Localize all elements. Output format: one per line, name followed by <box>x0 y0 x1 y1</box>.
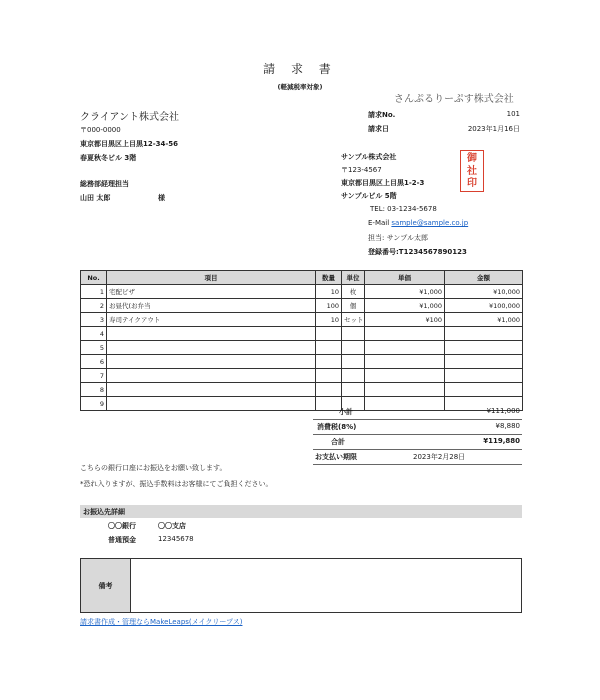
bank-heading: お振込先詳細 <box>80 505 522 518</box>
row-qty: 10 <box>316 313 342 327</box>
subtotal-value: ¥111,000 <box>486 407 520 415</box>
company-seal-stamp <box>460 150 484 192</box>
issuer-address: 東京都目黒区上目黒1-2-3 <box>341 179 425 187</box>
row-qty <box>316 355 342 369</box>
row-amount <box>445 341 523 355</box>
issuer-email-link[interactable]: sample@sample.co.jp <box>391 219 469 227</box>
client-postal: 〒000-0000 <box>80 126 121 134</box>
row-no: 4 <box>81 327 107 341</box>
row-unit <box>342 383 365 397</box>
seal-char: 御 <box>467 153 477 164</box>
remarks-label: 備考 <box>81 559 131 612</box>
header-no: No. <box>81 271 107 285</box>
row-qty <box>316 383 342 397</box>
header-amount: 金額 <box>445 271 523 285</box>
row-item: お昼代(お弁当 <box>107 299 316 313</box>
row-unit: 枚 <box>342 285 365 299</box>
client-name: クライアント株式会社 <box>80 112 179 123</box>
tax-label: 消費税(8%) <box>317 423 357 431</box>
row-unit <box>342 341 365 355</box>
document-subtitle: (軽減税率対象) <box>277 83 323 91</box>
table-row <box>81 369 523 383</box>
row-item: 寿司テイクアウト <box>107 313 316 327</box>
total-line <box>313 435 522 450</box>
total-label: 合計 <box>331 438 345 446</box>
row-qty <box>316 341 342 355</box>
row-no: 6 <box>81 355 107 369</box>
seal-char: 印 <box>467 178 477 189</box>
table-row <box>81 313 523 327</box>
bank-branch: 〇〇支店 <box>158 522 186 530</box>
row-no: 8 <box>81 383 107 397</box>
row-no: 2 <box>81 299 107 313</box>
row-amount <box>445 369 523 383</box>
client-honorific: 様 <box>158 194 165 202</box>
tax-value: ¥8,880 <box>495 422 520 430</box>
issuer-heading: さんぷるりーぷす株式会社 <box>394 94 514 105</box>
row-item <box>107 327 316 341</box>
header-qty: 数量 <box>316 271 342 285</box>
total-value: ¥119,880 <box>483 437 520 445</box>
client-building: 春夏秋冬ビル 3階 <box>80 154 137 162</box>
issuer-name: サンプル株式会社 <box>341 153 397 161</box>
table-row <box>81 299 523 313</box>
row-unit: 個 <box>342 299 365 313</box>
row-amount <box>445 355 523 369</box>
row-unit <box>342 369 365 383</box>
issuer-person: 担当: サンプル太郎 <box>368 234 428 242</box>
row-amount: ¥1,000 <box>445 313 523 327</box>
row-qty: 10 <box>316 285 342 299</box>
row-amount <box>445 383 523 397</box>
client-department: 総務部経理担当 <box>80 180 129 188</box>
client-contact: 山田 太郎 <box>80 194 111 202</box>
document-title: 請 求 書 <box>263 62 337 76</box>
invoice-date-value: 2023年1月16日 <box>467 125 520 133</box>
issuer-postal: 〒123-4567 <box>341 166 382 174</box>
row-item <box>107 355 316 369</box>
row-qty <box>316 327 342 341</box>
payment-note: こちらの銀行口座にお振込をお願い致します。 <box>80 464 227 472</box>
table-header-row <box>81 271 523 285</box>
row-unit: セット <box>342 313 365 327</box>
issuer-tel: TEL: 03-1234-5678 <box>370 205 437 213</box>
row-price: ¥1,000 <box>365 285 445 299</box>
header-price: 単価 <box>365 271 445 285</box>
fee-note: *恐れ入りますが、振込手数料はお客様にてご負担ください。 <box>80 480 273 488</box>
row-unit <box>342 327 365 341</box>
row-no: 5 <box>81 341 107 355</box>
remarks-box <box>80 558 522 613</box>
row-price <box>365 327 445 341</box>
row-item: 宅配ピザ <box>107 285 316 299</box>
row-price <box>365 383 445 397</box>
row-price <box>365 369 445 383</box>
row-qty <box>316 369 342 383</box>
table-row <box>81 327 523 341</box>
bank-account-type: 普通預金 <box>108 536 136 544</box>
header-item: 項目 <box>107 271 316 285</box>
row-amount <box>445 327 523 341</box>
row-no: 3 <box>81 313 107 327</box>
row-price <box>365 341 445 355</box>
invoice-no-label: 請求No. <box>368 111 396 119</box>
row-price: ¥100 <box>365 313 445 327</box>
due-line <box>313 450 522 465</box>
bank-name: 〇〇銀行 <box>108 522 136 530</box>
issuer-registration: 登録番号:T1234567890123 <box>368 248 467 256</box>
header-unit: 単位 <box>342 271 365 285</box>
row-no: 7 <box>81 369 107 383</box>
row-unit <box>342 355 365 369</box>
row-item <box>107 341 316 355</box>
client-address: 東京都目黒区上目黒12-34-56 <box>80 140 179 148</box>
subtotal-label: 小計 <box>339 408 353 416</box>
row-price <box>365 355 445 369</box>
table-row <box>81 341 523 355</box>
issuer-email-label: E-Mail <box>368 219 390 227</box>
subtotal-line <box>313 405 522 420</box>
row-price: ¥1,000 <box>365 299 445 313</box>
seal-char: 社 <box>467 165 477 177</box>
row-no: 1 <box>81 285 107 299</box>
tax-line <box>313 420 522 435</box>
issuer-building: サンプルビル 5階 <box>341 192 397 200</box>
issuer-email-row <box>368 219 468 227</box>
row-amount: ¥100,000 <box>445 299 523 313</box>
row-amount: ¥10,000 <box>445 285 523 299</box>
due-label: お支払い期限 <box>315 453 357 461</box>
due-value: 2023年2月28日 <box>413 453 466 461</box>
invoice-date-label: 請求日 <box>368 125 389 133</box>
invoice-no-value: 101 <box>506 110 520 118</box>
table-row <box>81 383 523 397</box>
row-item <box>107 383 316 397</box>
row-item <box>107 397 316 411</box>
items-table <box>80 270 523 411</box>
bank-account-number: 12345678 <box>158 535 194 543</box>
makeleaps-link[interactable]: 請求書作成・管理ならMakeLeaps(メイクリープス) <box>80 618 243 626</box>
row-item <box>107 369 316 383</box>
table-row <box>81 285 523 299</box>
table-row <box>81 355 523 369</box>
row-no: 9 <box>81 397 107 411</box>
row-qty: 100 <box>316 299 342 313</box>
